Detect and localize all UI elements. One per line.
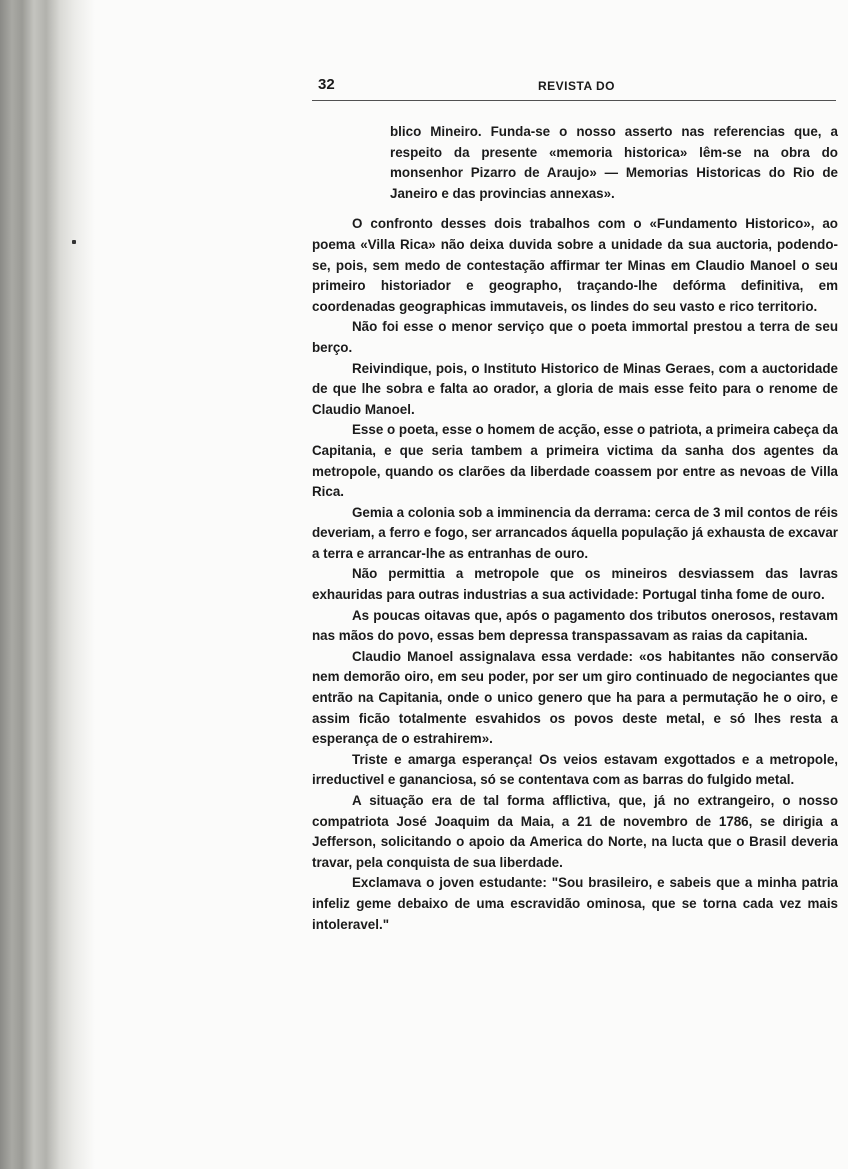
running-head: REVISTA DO [538,79,616,93]
binding-gutter-shadow [0,0,95,1169]
paragraph-continued: blico Mineiro. Funda-se o nosso asserto nas referencias que, a respeito da presente «memoria historica» lêm-se na obra do monsenhor Pizarro de Araujo» — Memorias Historicas do Rio de Janeiro e das provincias annexas». [390,124,838,201]
body-text [312,122,838,935]
paragraph: Esse o poeta, esse o homem de acção, esse o patriota, a primeira cabeça da Capitania, e que seria tambem a primeira victima da sanha dos agentes da metropole, quando os clarões da liberdade coassem por entre as nevoas de Villa Rica. [312,422,838,500]
paragraph: Gemia a colonia sob a imminencia da derrama: cerca de 3 mil contos de réis deveriam, a ferro e fogo, ser arrancados áquella população já exhausta de excavar a terra e arrancar-lhe as entranhas de ouro. [312,504,838,561]
paragraph: Exclamava o joven estudante: "Sou brasileiro, e sabeis que a minha patria infeliz geme debaixo de uma escravidão ominosa, que se torna cada vez mais intoleravel." [312,875,838,932]
scan-speck [72,240,76,244]
page-header [312,70,836,106]
header-rule [312,100,836,101]
paragraph: Não permittia a metropole que os mineiros desviassem das lavras exhauridas para outras industrias a sua actividade: Portugal tinha fome de ouro. [312,566,838,603]
paragraph: A situação era de tal forma afflictiva, que, já no extrangeiro, o nosso compatriota José Joaquim da Maia, a 21 de novembro de 1786, se dirigia a Jefferson, solicitando o apoio da America do Norte, na lucta que o Brasil deveria travar, pela conquista de sua liberdade. [312,793,838,870]
page-number: 32 [318,76,335,93]
paragraph: O confronto desses dois trabalhos com o «Fundamento Historico», ao poema «Villa Rica» não deixa duvida sobre a unidade da sua auctoria, podendo-se, pois, sem medo de contestação affirmar ter Minas em Claudio Manoel o seu primeiro historiador e geographo, traçando-lhe defórma definitiva, em coordenadas geographicas immutaveis, os lindes do seu vasto e rico territorio. [312,216,838,314]
paragraph: As poucas oitavas que, após o pagamento dos tributos onerosos, restavam nas mãos do povo, essas bem depressa transpassavam as raias da capitania. [312,607,838,644]
paragraph: Reivindique, pois, o Instituto Historico de Minas Geraes, com a auctoridade de que lhe sobra e falta ao orador, a gloria de mais esse feito para o renome de Claudio Manoel. [312,360,838,417]
paragraph: Não foi esse o menor serviço que o poeta immortal prestou a terra de seu berço. [312,319,838,355]
paragraph: Claudio Manoel assignalava essa verdade: «os habitantes não conservão nem demorão oiro, em seu poder, por ser um giro continuado de negociantes que entrão na Capitania, onde o unico genero que ha para a permutação he o oiro, e assim ficão totalmente esvahidos os povos deste metal, e só lhes resta a esperança de o estrahirem». [312,648,838,747]
paragraph: Triste e amarga esperança! Os veios estavam exgottados e a metropole, irreductivel e gananciosa, só se contentava com as barras do fulgido metal. [312,751,838,788]
